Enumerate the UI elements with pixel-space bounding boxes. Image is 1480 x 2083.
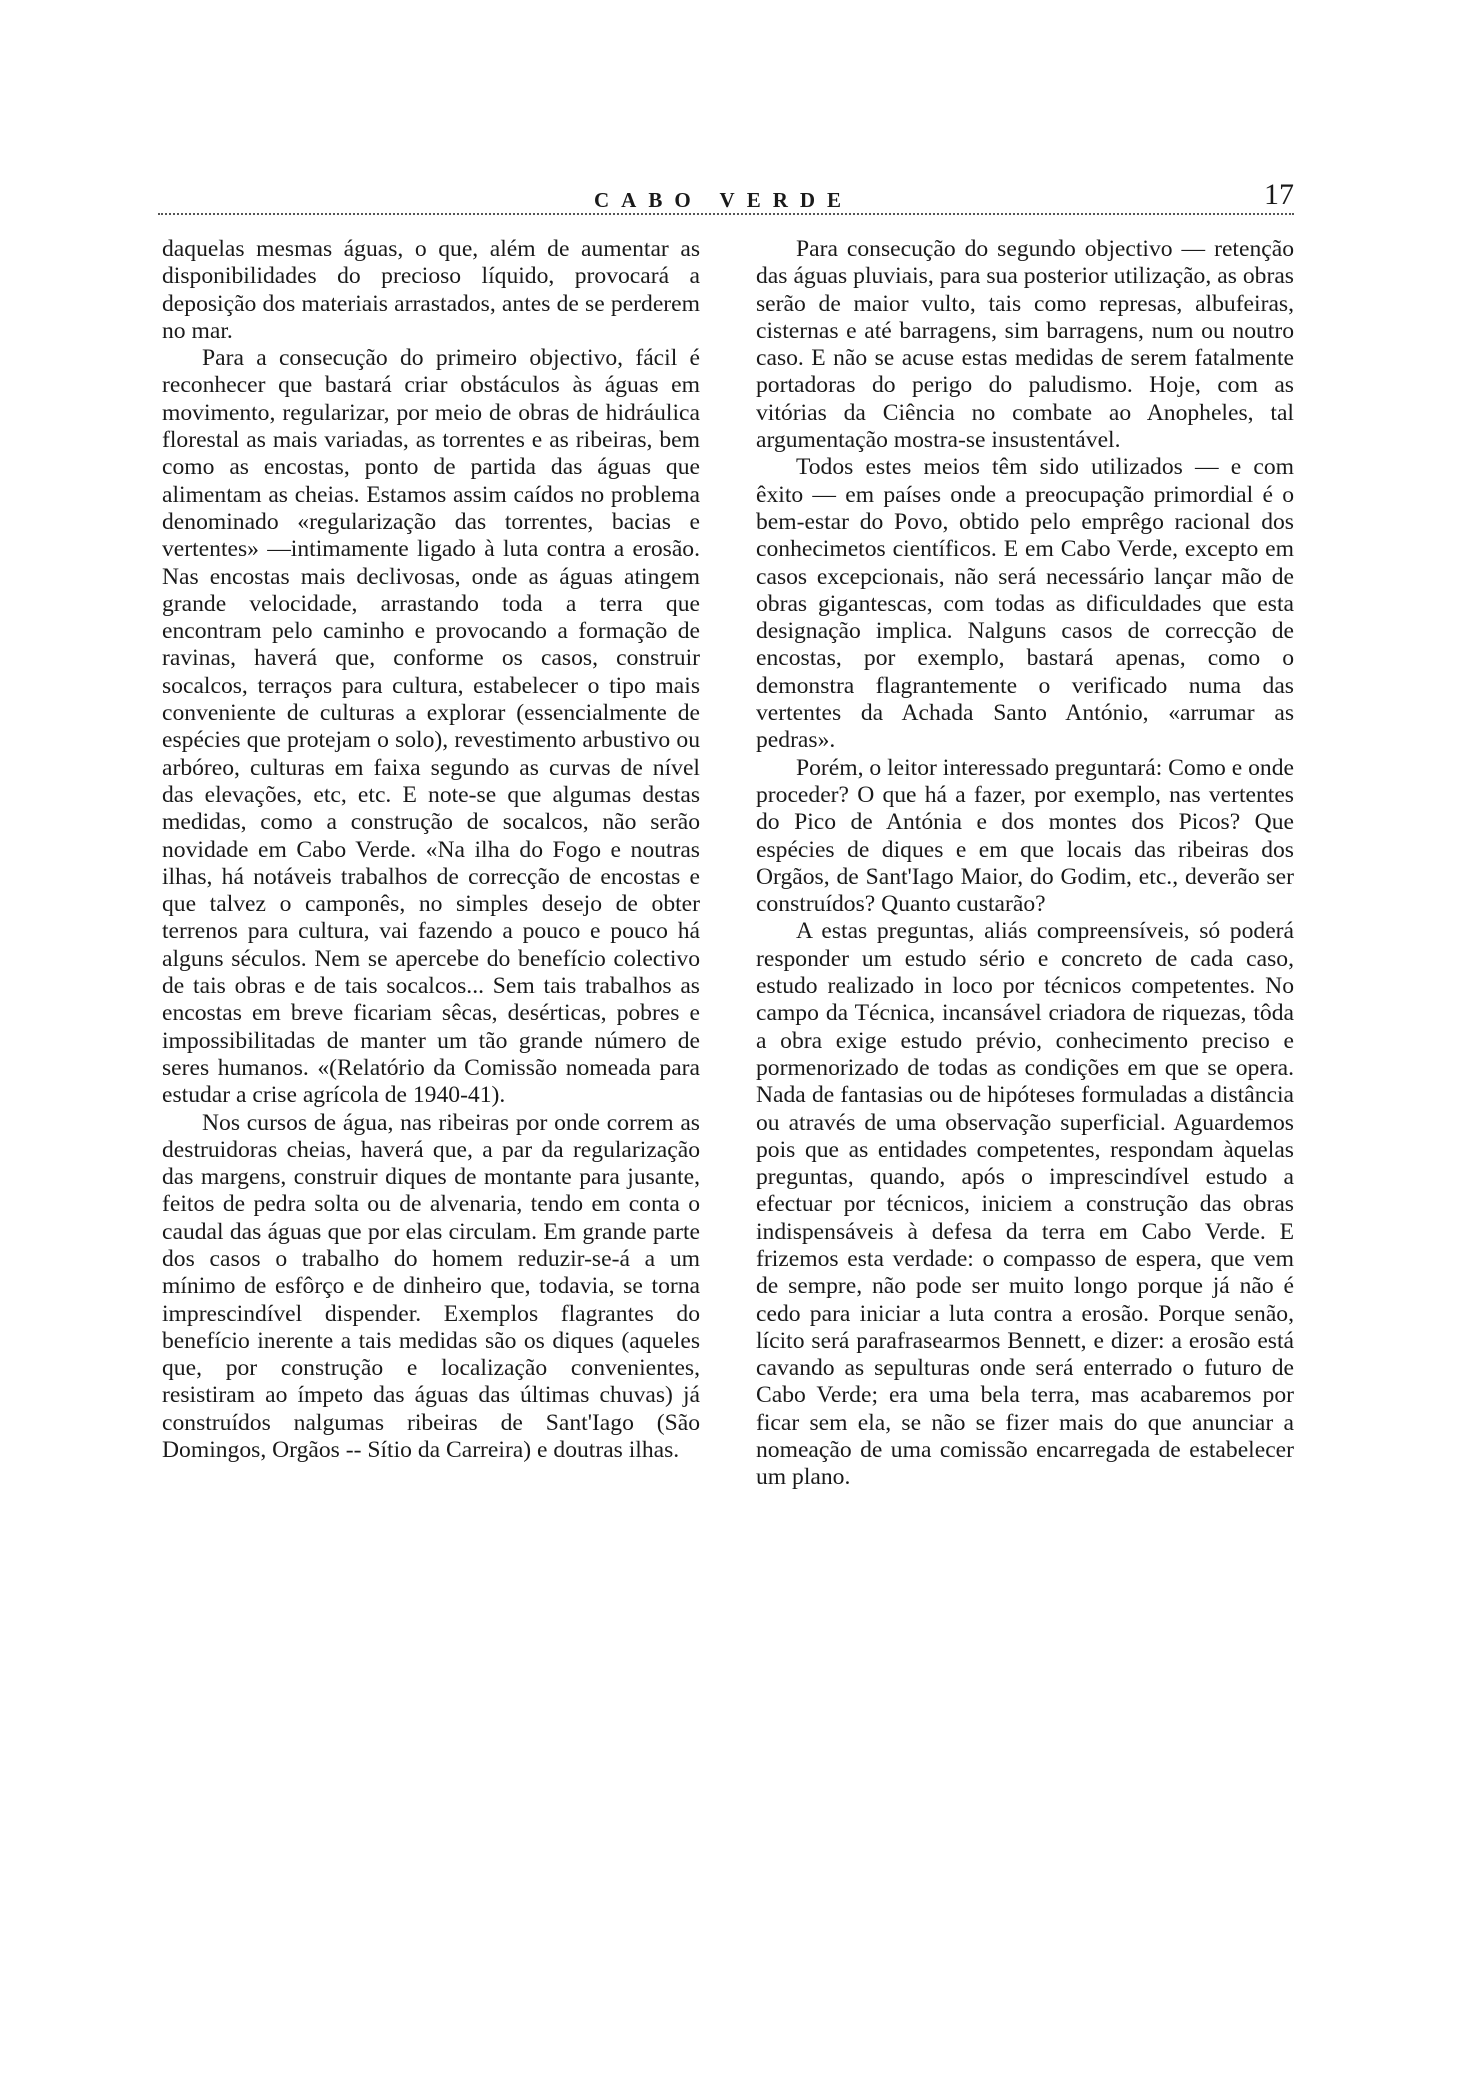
paragraph: A estas preguntas, aliás compreensíveis, só poderá responder um estudo sério e concreto de cada caso, estudo realizado in loco por técnicos competentes. No campo da Técnica, incansável criadora de riquezas, tôda a obra exige estudo prévio, conhecimento preciso e pormenorizado de todas as condições em que se opera. Nada de fantasias ou de hipóteses formuladas a distância ou através de uma observação superficial. Aguardemos pois que as entidades competentes, respondam àquelas preguntas, quando, após o imprescindível estudo a efectuar por técnicos, iniciem a construção das obras indispensáveis à defesa da terra em Cabo Verde. E frizemos esta verdade: o compasso de espera, que vem de sempre, não pode ser muito longo porque já não é cedo para iniciar a luta contra a erosão. Porque senão, lícito será parafrasearmos Bennett, e dizer: a erosão está cavando as sepulturas onde será enterrado o futuro de Cabo Verde; era uma bela terra, mas acabaremos por ficar sem ela, se não se fizer mais do que anunciar a nomeação de uma comissão encarregada de estabelecer um plano.: [756, 918, 1294, 1491]
paragraph: Porém, o leitor interessado preguntará: Como e onde proceder? O que há a fazer, por exemplo, nas vertentes do Pico de Antónia e dos montes dos Picos? Que espécies de diques e em que locais das ribeiras dos Orgãos, de Sant'Iago Maior, do Godim, etc., deverão ser construídos? Quanto custarão?: [756, 754, 1294, 918]
paragraph: Todos estes meios têm sido utilizados — e com êxito — em países onde a preocupação primordial é o bem-estar do Povo, obtido pelo emprêgo racional dos conhecimetos científicos. E em Cabo Verde, excepto em casos excepcionais, não será necessário lançar mão de obras gigantescas, com todas as dificuldades que esta designação implica. Nalguns casos de correcção de encostas, por exemplo, bastará apenas, como o demonstra flagrantemente o verificado numa das vertentes da Achada Santo António, «arrumar as pedras».: [756, 454, 1294, 754]
left-column: [162, 236, 700, 1464]
paragraph: daquelas mesmas águas, o que, além de aumentar as disponibilidades do precioso líquido, provocará a deposição dos materiais arrastados, antes de se perderem no mar.: [162, 236, 700, 344]
page-header: [158, 178, 1294, 218]
page-number: 17: [1264, 178, 1294, 211]
running-title: CABO VERDE: [594, 188, 854, 212]
paragraph: Para consecução do segundo objectivo — retenção das águas pluviais, para sua posterior utilização, as obras serão de maior vulto, tais como represas, albufeiras, cisternas e até barragens, sim barragens, num ou noutro caso. E não se acuse estas medidas de serem fatalmente portadoras do perigo do paludismo. Hoje, com as vitórias da Ciência no combate ao Anopheles, tal argumentação mostra-se insustentável.: [756, 236, 1294, 454]
paragraph: Para a consecução do primeiro objectivo, fácil é reconhecer que bastará criar obstáculos às águas em movimento, regularizar, por meio de obras de hidráulica florestal as mais variadas, as torrentes e as ribeiras, bem como as encostas, ponto de partida das águas que alimentam as cheias. Estamos assim caídos no problema denominado «regularização das torrentes, bacias e vertentes» —intimamente ligado à luta contra a erosão. Nas encostas mais declivosas, onde as águas atingem grande velocidade, arrastando toda a terra que encontram pelo caminho e provocando a formação de ravinas, haverá que, conforme os casos, construir socalcos, terraços para cultura, estabelecer o tipo mais conveniente de culturas a explorar (essencialmente de espécies que protejam o solo), revestimento arbustivo ou arbóreo, culturas em faixa segundo as curvas de nível das elevações, etc, etc. E note-se que algumas destas medidas, como a construção de socalcos, não serão novidade em Cabo Verde. «Na ilha do Fogo e noutras ilhas, há notáveis trabalhos de correcção de encostas e que talvez o camponês, no simples desejo de obter terrenos para cultura, vai fazendo a pouco e pouco há alguns séculos. Nem se apercebe do benefício colectivo de tais obras e de tais socalcos... Sem tais trabalhos as encostas em breve ficariam sêcas, desérticas, pobres e impossibilitadas de manter um tão grande número de seres humanos. «(Relatório da Comissão nomeada para estudar a crise agrícola de 1940-41).: [162, 345, 700, 1109]
paragraph: Nos cursos de água, nas ribeiras por onde correm as destruidoras cheias, haverá que, a par da regularização das margens, construir diques de montante para jusante, feitos de pedra solta ou de alvenaria, tendo em conta o caudal das águas que por elas circulam. Em grande parte dos casos o trabalho do homem reduzir-se-á a um mínimo de esfôrço e de dinheiro que, todavia, se torna imprescindível dispender. Exemplos flagrantes do benefício inerente a tais medidas são os diques (aqueles que, por construção e localização convenientes, resistiram ao ímpeto das águas das últimas chuvas) já construídos nalgumas ribeiras de Sant'Iago (São Domingos, Orgãos -- Sítio da Carreira) e doutras ilhas.: [162, 1109, 700, 1464]
right-column: [756, 236, 1294, 1492]
header-rule: [158, 213, 1294, 215]
